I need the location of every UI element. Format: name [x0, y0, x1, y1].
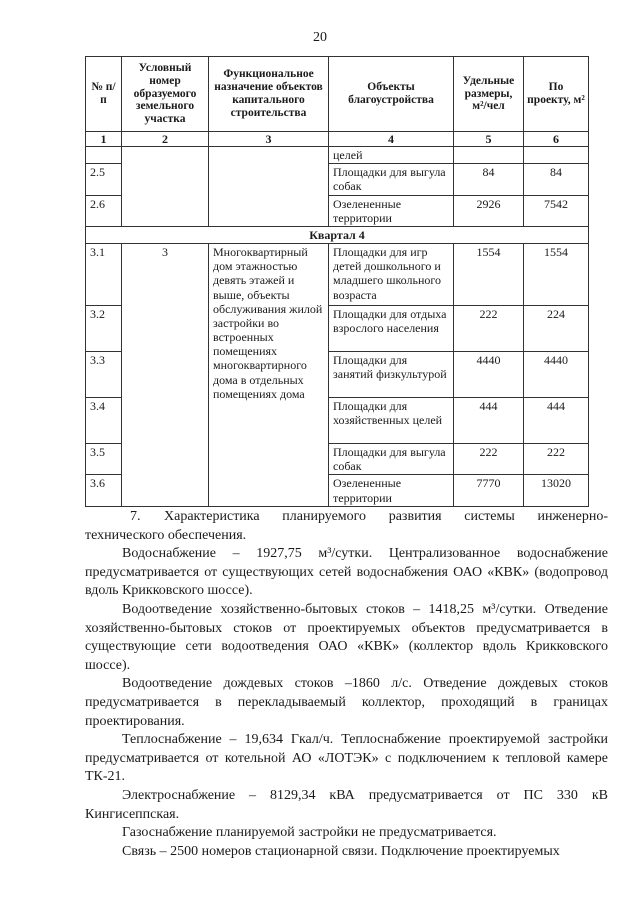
specific-cell: 222: [454, 306, 524, 352]
row-num: 3.6: [86, 475, 122, 506]
object-cell: Площадки для игр детей дошкольного и младшего школьного возраста: [329, 244, 454, 306]
column-number: 4: [329, 132, 454, 147]
row-num: 3.3: [86, 352, 122, 398]
function-cell: Многоквартирный дом этажностью девять этажей и выше, объекты обслуживания жилой застройки во встроенных помещениях многоквартирного дома в отдельных помещениях дома: [209, 244, 329, 507]
specific-cell: 2926: [454, 195, 524, 226]
engineering-section: [85, 508, 608, 861]
section-heading: [85, 508, 608, 545]
plot-number-cell: 3: [122, 244, 209, 507]
row-num: 2.6: [86, 195, 122, 226]
project-cell: 224: [524, 306, 589, 352]
header-specific-size: Удельные размеры, м²/чел: [454, 57, 524, 132]
row-num: 3.4: [86, 398, 122, 444]
specific-cell: 222: [454, 444, 524, 475]
function-cell: [209, 147, 329, 227]
specific-cell: 7770: [454, 475, 524, 506]
improvement-objects-table: [85, 56, 589, 507]
paragraph-storm-drainage: Водоотведение дождевых стоков –1860 л/с. Отведение дождевых стоков предусматривается в перекладываемый коллектор, проходящий в границах проектирования.: [85, 676, 608, 729]
project-cell: 7542: [524, 195, 589, 226]
row-num: 3.5: [86, 444, 122, 475]
project-cell: [524, 147, 589, 164]
header-project: По проекту, м²: [524, 57, 589, 132]
column-number: 2: [122, 132, 209, 147]
section-number: 7.: [130, 509, 141, 524]
row-num: 3.1: [86, 244, 122, 306]
paragraph-heat-supply: Теплоснабжение – 19,634 Гкал/ч. Теплоснабжение проектируемой застройки предусматривается от котельной АО «ЛОТЭК» с подключением к тепловой камере ТК-21.: [85, 732, 608, 785]
paragraph-communications: Связь – 2500 номеров стационарной связи. Подключение проектируемых: [122, 843, 560, 859]
plot-cell: [122, 147, 209, 227]
project-cell: 222: [524, 444, 589, 475]
object-cell: Озелененные территории: [329, 475, 454, 506]
object-cell: Площадки для хозяйственных целей: [329, 398, 454, 444]
page-number: 20: [313, 30, 327, 45]
project-cell: 444: [524, 398, 589, 444]
header-plot-number: Условный номер образуемого земельного участка: [122, 57, 209, 132]
table-row: [86, 244, 589, 306]
quarter-row: [86, 226, 589, 243]
row-num: 2.5: [86, 164, 122, 195]
specific-cell: [454, 147, 524, 164]
object-cell: Площадки для занятий физкультурой: [329, 352, 454, 398]
column-number: 1: [86, 132, 122, 147]
row-num: [86, 147, 122, 164]
quarter-label: Квартал 4: [86, 226, 589, 243]
project-cell: 1554: [524, 244, 589, 306]
paragraph-water-supply: Водоснабжение – 1927,75 м³/сутки. Централизованное водоснабжение предусматривается от существующих сетей водоснабжения ОАО «КВК» (водопровод вдоль Крикковского шоссе).: [85, 546, 608, 599]
paragraph-power-supply: Электроснабжение – 8129,34 кВА предусматривается от ПС 330 кВ Кингисеппская.: [85, 787, 608, 822]
row-num: 3.2: [86, 306, 122, 352]
object-cell: Площадки для отдыха взрослого населения: [329, 306, 454, 352]
object-cell: Площадки для выгула собак: [329, 164, 454, 195]
project-cell: 13020: [524, 475, 589, 506]
table-row: [86, 147, 589, 164]
object-cell: Площадки для выгула собак: [329, 444, 454, 475]
object-cell: целей: [329, 147, 454, 164]
paragraph-gas-supply: Газоснабжение планируемой застройки не предусматривается.: [122, 825, 497, 841]
project-cell: 4440: [524, 352, 589, 398]
specific-cell: 4440: [454, 352, 524, 398]
specific-cell: 444: [454, 398, 524, 444]
table-header-row: [86, 57, 589, 132]
header-objects: Объекты благоустройства: [329, 57, 454, 132]
section-title: Характеристика планируемого развития системы инженерно-технического обеспечения.: [85, 509, 608, 543]
column-number: 5: [454, 132, 524, 147]
column-number-row: [86, 132, 589, 147]
header-num: № п/п: [86, 57, 122, 132]
specific-cell: 84: [454, 164, 524, 195]
header-function: Функциональное назначение объектов капитального строительства: [209, 57, 329, 132]
specific-cell: 1554: [454, 244, 524, 306]
column-number: 3: [209, 132, 329, 147]
paragraph-sewerage: Водоотведение хозяйственно-бытовых стоков – 1418,25 м³/сутки. Отведение хозяйственно-бытовых стоков от проектируемых объектов предусматривается в существующие сети водоотведения ОАО «КВК» (коллектор вдоль Крикковского шоссе).: [85, 601, 608, 673]
project-cell: 84: [524, 164, 589, 195]
column-number: 6: [524, 132, 589, 147]
object-cell: Озелененные территории: [329, 195, 454, 226]
